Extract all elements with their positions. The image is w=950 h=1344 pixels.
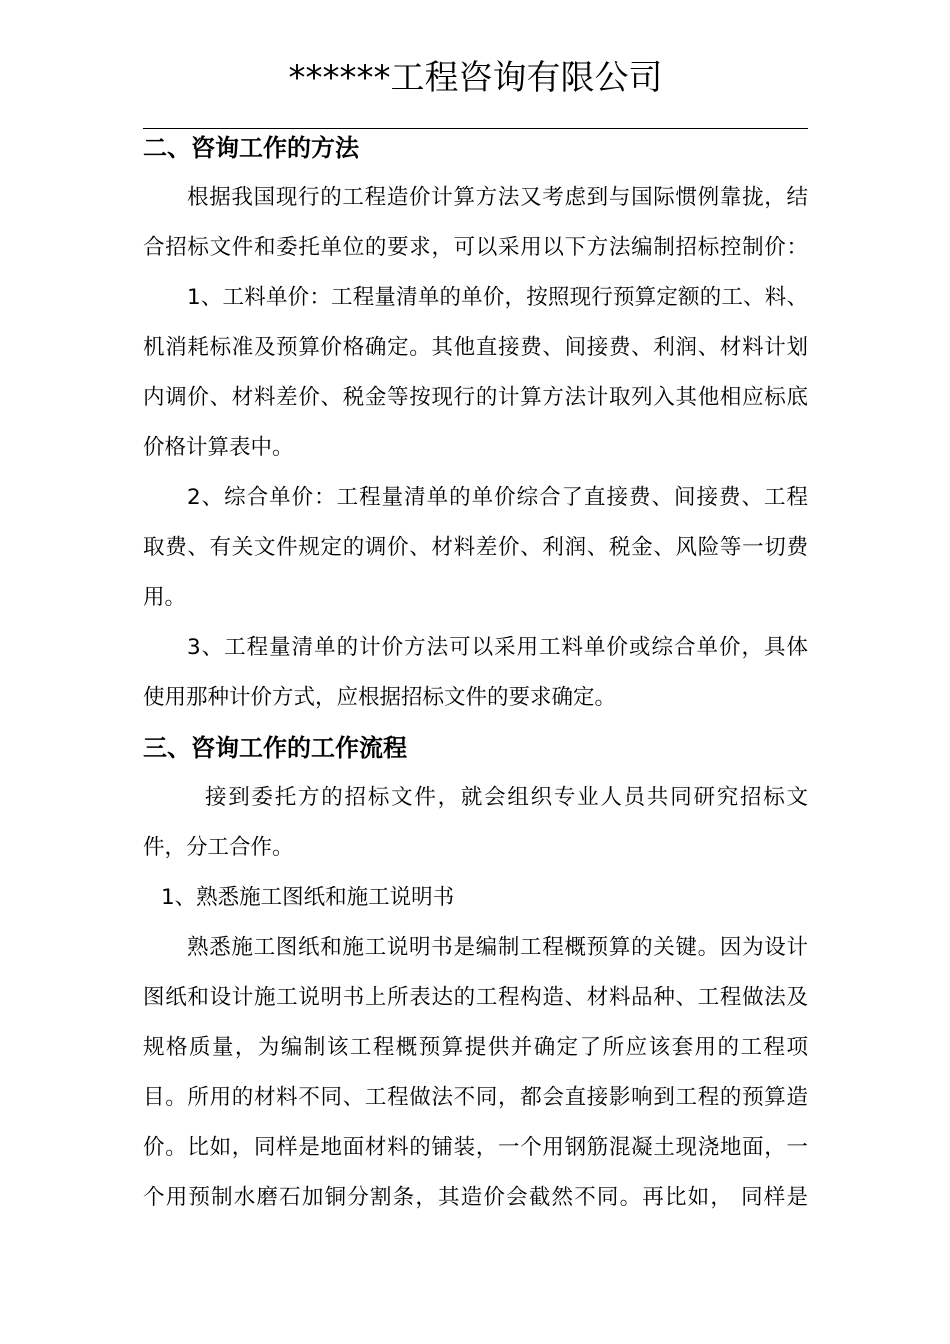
- paragraph-line: 价格计算表中。: [143, 435, 294, 460]
- paragraph-line: 3、工程量清单的计价方法可以采用工料单价或综合单价，具体: [187, 635, 808, 660]
- section-heading: 二、咨询工作的方法: [143, 134, 359, 162]
- paragraph-line: 1、工料单价：工程量清单的单价，按照现行预算定额的工、料、: [187, 285, 808, 310]
- paragraph-line: 接到委托方的招标文件，就会组织专业人员共同研究招标文: [205, 785, 808, 810]
- paragraph-line: 2、综合单价：工程量清单的单价综合了直接费、间接费、工程: [187, 485, 808, 510]
- paragraph-line: 规格质量，为编制该工程概预算提供并确定了所应该套用的工程项: [143, 1035, 808, 1060]
- paragraph-line: 使用那种计价方式，应根据招标文件的要求确定。: [143, 685, 617, 710]
- paragraph-line: 根据我国现行的工程造价计算方法又考虑到与国际惯例靠拢，结: [187, 185, 808, 210]
- paragraph-line: 图纸和设计施工说明书上所表达的工程构造、材料品种、工程做法及: [143, 985, 808, 1010]
- paragraph-line: 用。: [143, 585, 187, 610]
- document-body: [143, 123, 808, 1223]
- paragraph-line: 价。比如，同样是地面材料的铺装，一个用钢筋混凝土现浇地面，一: [143, 1135, 808, 1160]
- paragraph-line: 取费、有关文件规定的调价、材料差价、利润、税金、风险等一切费: [143, 535, 808, 560]
- paragraph-line: 熟悉施工图纸和施工说明书是编制工程概预算的关键。因为设计: [187, 935, 808, 960]
- paragraph-line: 合招标文件和委托单位的要求，可以采用以下方法编制招标控制价：: [143, 235, 808, 260]
- section-heading: 三、咨询工作的工作流程: [143, 734, 407, 762]
- subsection-heading: 1、熟悉施工图纸和施工说明书: [161, 885, 455, 910]
- paragraph-line: 目。所用的材料不同、工程做法不同，都会直接影响到工程的预算造: [143, 1085, 808, 1110]
- paragraph-line: 件，分工合作。: [143, 835, 294, 860]
- paragraph-line: 个用预制水磨石加铜分割条，其造价会截然不同。再比如， 同样是: [143, 1185, 808, 1210]
- paragraph-line: 内调价、材料差价、税金等按现行的计算方法计取列入其他相应标底: [143, 385, 808, 410]
- page-header-title: ******工程咨询有限公司: [288, 58, 663, 98]
- paragraph-line: 机消耗标准及预算价格确定。其他直接费、间接费、利润、材料计划: [143, 335, 808, 360]
